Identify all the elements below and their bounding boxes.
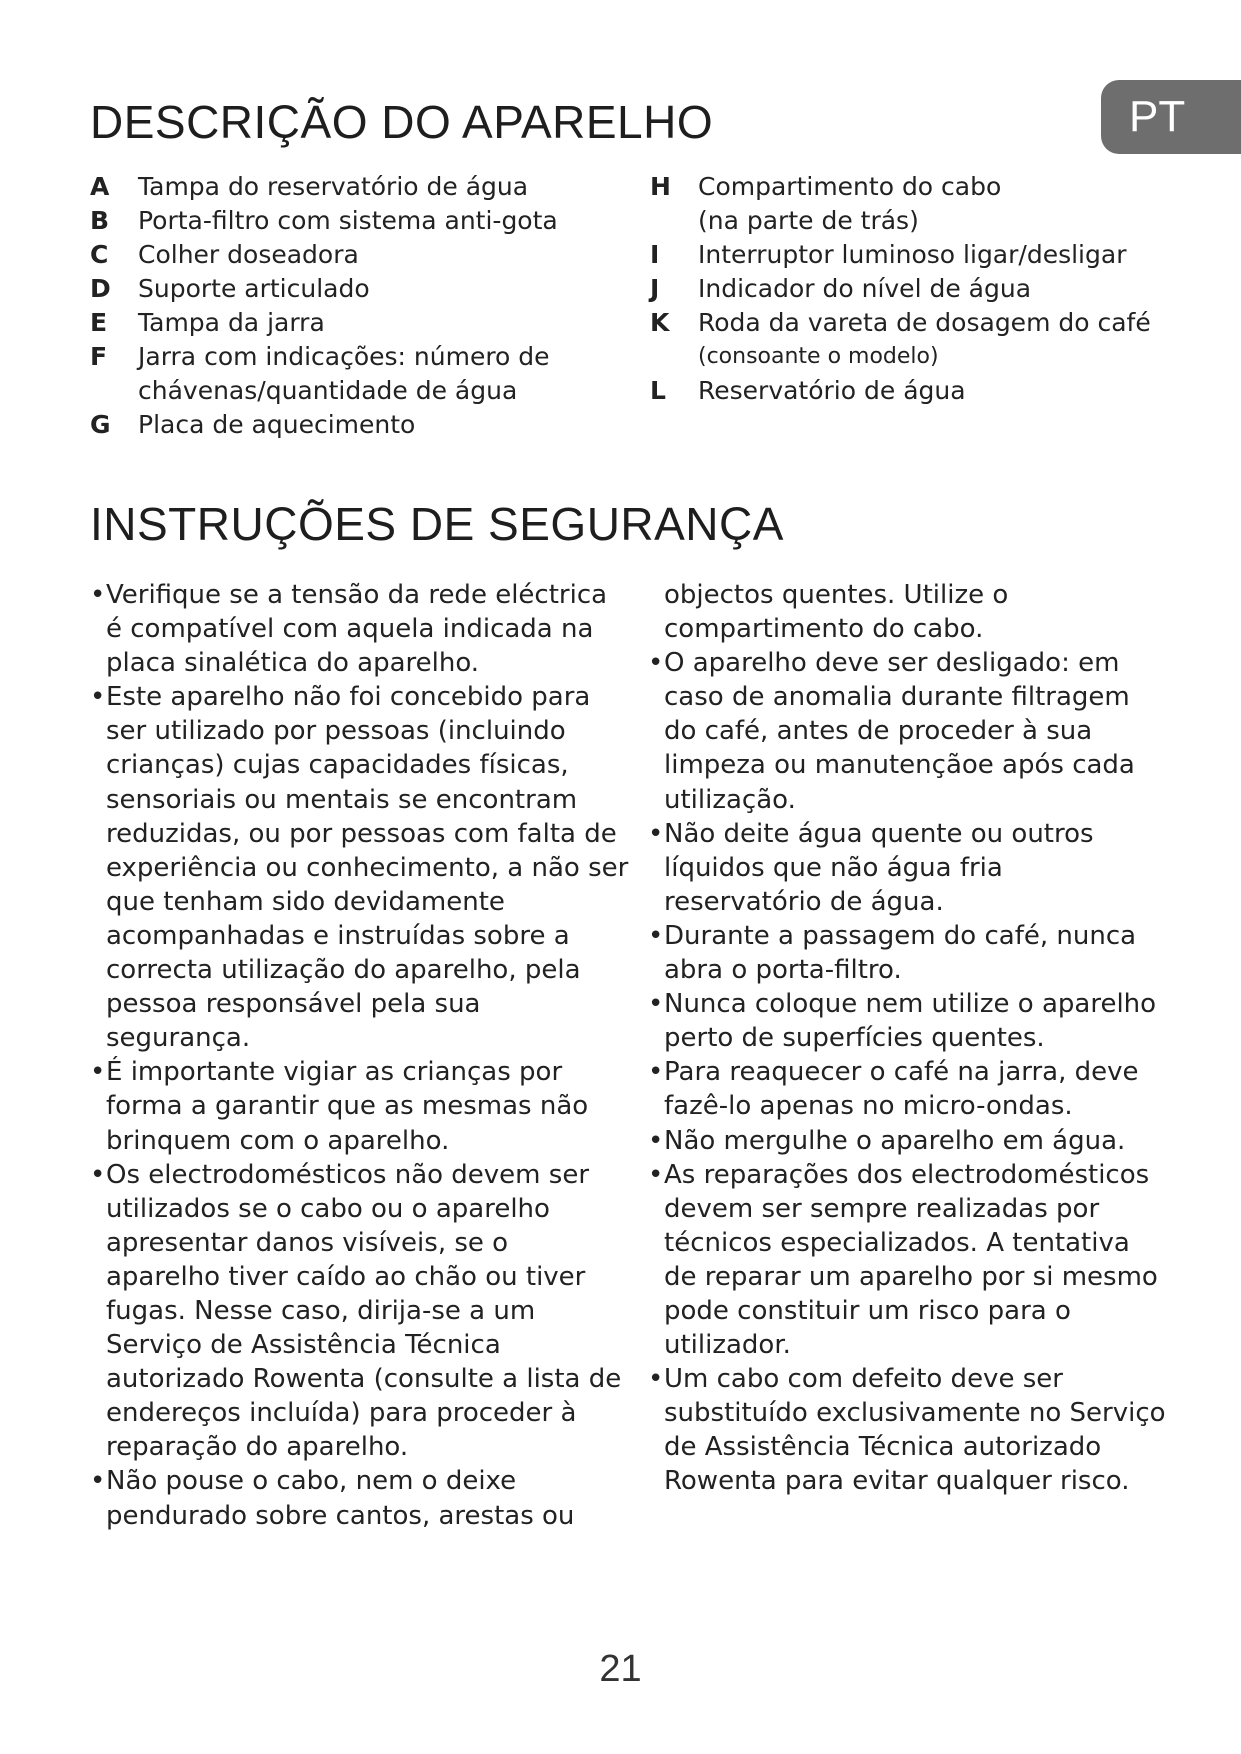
section-title-safety: INSTRUÇÕES DE SEGURANÇA xyxy=(90,498,784,550)
part-item xyxy=(90,170,650,204)
part-label: Tampa do reservatório de água xyxy=(138,172,529,201)
language-tab: PT xyxy=(1101,80,1241,154)
safety-bullet: • Os electrodomésticos não devem ser utilizados se o cabo ou o aparelho apresentar danos visíveis, se o aparelho tiver caído ao chão ou tiver fugas. Nesse caso, dirija-se a um Serviço de Assistência Técnica autorizado Rowenta (consulte a lista de endereços incluída) para proceder à reparação do aparelho. xyxy=(90,1158,630,1465)
part-item xyxy=(650,238,1210,272)
part-label: Suporte articulado xyxy=(138,274,370,303)
part-letter: G xyxy=(90,410,111,439)
part-item xyxy=(90,408,650,442)
safety-bullet: • Não pouse o cabo, nem o deixe pendurado sobre cantos, arestas ou xyxy=(90,1464,630,1532)
part-label: Indicador do nível de água xyxy=(698,274,1032,303)
part-label: Roda da vareta de dosagem do café xyxy=(698,308,1151,337)
safety-bullet: • Para reaquecer o café na jarra, deve fazê-lo apenas no micro-ondas. xyxy=(648,1055,1168,1123)
part-item xyxy=(90,238,650,272)
part-letter: A xyxy=(90,172,110,201)
part-letter: K xyxy=(650,308,670,337)
parts-list-right xyxy=(650,170,1210,408)
safety-bullet: • Nunca coloque nem utilize o aparelho perto de superfícies quentes. xyxy=(648,987,1168,1055)
part-letter: J xyxy=(650,274,660,303)
part-label: Placa de aquecimento xyxy=(138,410,416,439)
page-number: 21 xyxy=(599,1648,642,1690)
part-item xyxy=(90,340,650,374)
part-letter: F xyxy=(90,342,108,371)
part-item xyxy=(650,374,1210,408)
safety-bullet: • O aparelho deve ser desligado: em caso de anomalia durante filtragem do café, antes de proceder à sua limpeza ou manutençãoe após cada utilização. xyxy=(648,646,1168,816)
part-item xyxy=(650,170,1210,204)
part-letter: H xyxy=(650,172,671,201)
safety-bullet: • É importante vigiar as crianças por forma a garantir que as mesmas não brinquem com o aparelho. xyxy=(90,1055,630,1157)
safety-bullet: • As reparações dos electrodomésticos devem ser sempre realizadas por técnicos especializados. A tentativa de reparar um aparelho por si mesmo pode constituir um risco para o utilizador. xyxy=(648,1158,1168,1363)
part-item xyxy=(650,272,1210,306)
part-letter: D xyxy=(90,274,111,303)
part-letter: L xyxy=(650,376,666,405)
safety-bullet: • Durante a passagem do café, nunca abra o porta-filtro. xyxy=(648,919,1168,987)
safety-list-right xyxy=(648,578,1168,1499)
part-item xyxy=(650,306,1210,340)
parts-list-left xyxy=(90,170,650,442)
part-letter: B xyxy=(90,206,110,235)
safety-bullet: • Este aparelho não foi concebido para ser utilizado por pessoas (incluindo crianças) cujas capacidades físicas, sensoriais ou mentais se encontram reduzidas, ou por pessoas com falta de experiência ou conhecimento, a não ser que tenham sido devidamente acompanhadas e instruídas sobre a correcta utilização do aparelho, pela pessoa responsável pela sua segurança. xyxy=(90,680,630,1055)
part-label: Jarra com indicações: número de xyxy=(138,342,550,371)
safety-bullet: • Não deite água quente ou outros líquidos que não água fria reservatório de água. xyxy=(648,817,1168,919)
safety-bullet: • Verifique se a tensão da rede eléctrica é compatível com aquela indicada na placa sinalética do aparelho. xyxy=(90,578,630,680)
section-title-description: DESCRIÇÃO DO APARELHO xyxy=(90,96,714,148)
part-label: Porta-filtro com sistema anti-gota xyxy=(138,206,558,235)
part-label: Interruptor luminoso ligar/desligar xyxy=(698,240,1127,269)
part-label-continued: chávenas/quantidade de água xyxy=(138,376,518,405)
safety-bullet: • Não mergulhe o aparelho em água. xyxy=(648,1124,1168,1158)
part-label-continued: (consoante o modelo) xyxy=(698,344,939,369)
part-label: Tampa da jarra xyxy=(138,308,325,337)
part-item xyxy=(90,306,650,340)
part-letter: C xyxy=(90,240,109,269)
safety-list-left xyxy=(90,578,630,1533)
part-letter: I xyxy=(650,240,660,269)
part-label: Compartimento do cabo xyxy=(698,172,1002,201)
safety-bullet: • Um cabo com defeito deve ser substituído exclusivamente no Serviço de Assistência Técnica autorizado Rowenta para evitar qualquer risco. xyxy=(648,1362,1168,1498)
part-item xyxy=(90,272,650,306)
part-label: Reservatório de água xyxy=(698,376,966,405)
part-label-continued: (na parte de trás) xyxy=(698,206,919,235)
part-letter: E xyxy=(90,308,108,337)
safety-bullet-continued: objectos quentes. Utilize o compartimento do cabo. xyxy=(664,580,1009,645)
part-item xyxy=(90,204,650,238)
part-label: Colher doseadora xyxy=(138,240,359,269)
